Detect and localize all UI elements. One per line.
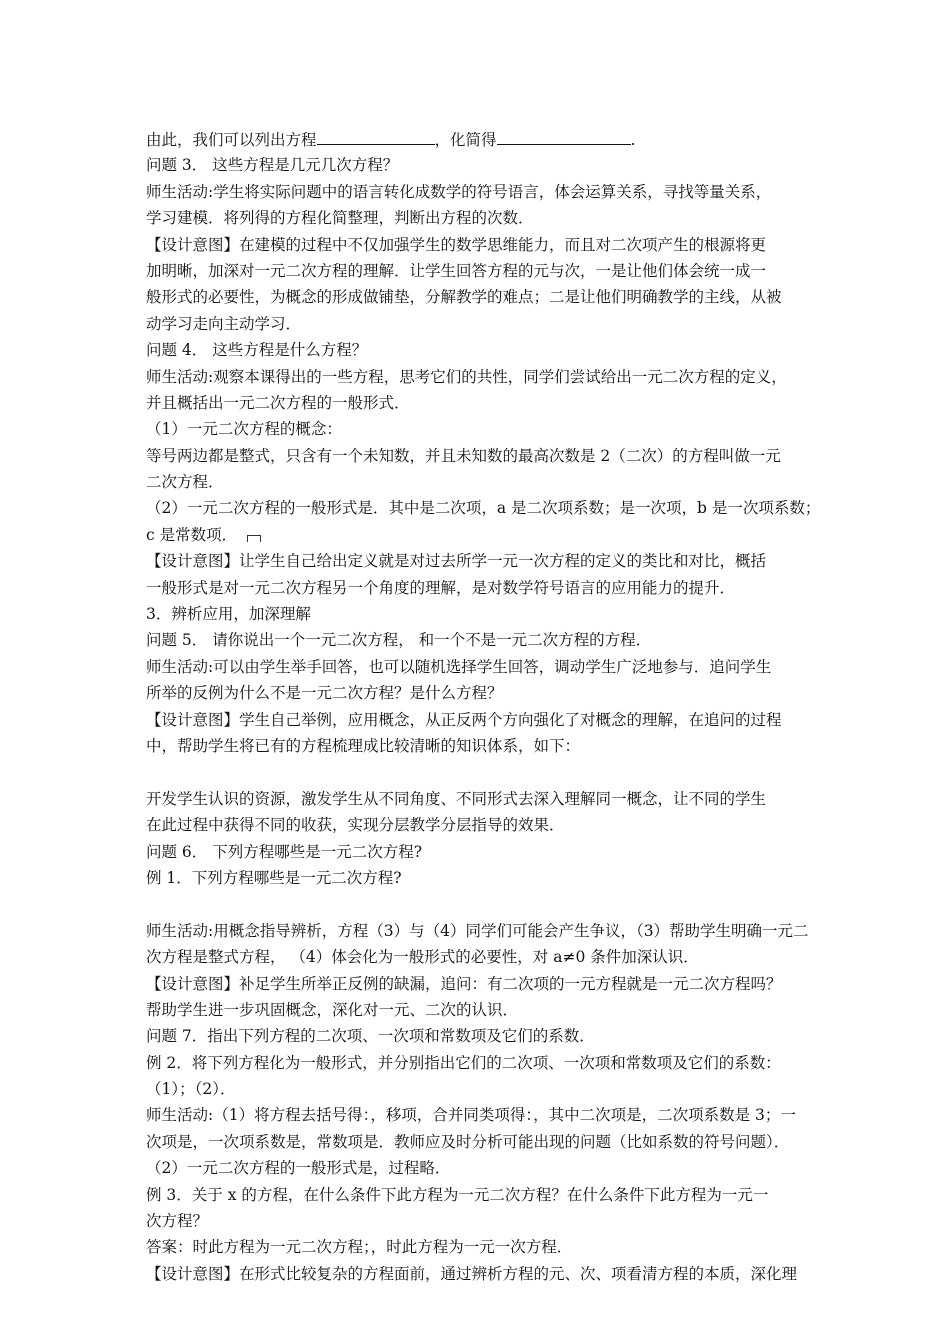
text-line: 二次方程． — [146, 473, 224, 492]
text-line: 中，帮助学生将已有的方程梳理成比较清晰的知识体系，如下： — [146, 736, 581, 755]
text-line: 【设计意图】学生自己举例，应用概念，从正反两个方向强化了对概念的理解，在追问的过程 — [146, 710, 782, 729]
text-line: 问题 4． 这些方程是什么方程？ — [146, 341, 368, 360]
text-line: 动学习走向主动学习． — [146, 314, 302, 333]
text-line: 等号两边都是整式，只含有一个未知数，并且未知数的最高次数是 2（二次）的方程叫做一元 — [146, 446, 781, 465]
text-line: （1）一元二次方程的概念： — [146, 420, 342, 439]
text-line: 在此过程中获得不同的收获，实现分层教学分层指导的效果． — [146, 816, 565, 835]
answer-blank-equation[interactable] — [317, 126, 435, 145]
text-line: 问题 6． 下列方程哪些是一元二次方程? — [146, 842, 423, 861]
line-text: ，化简得 — [434, 131, 497, 149]
text-line: 次方程是整式方程， （4）体会化为一般形式的必要性，对 a≠0 条件加深认识． — [146, 948, 699, 967]
section-heading: 3．辨析应用，加深理解 — [146, 605, 311, 624]
text-line: 答案：时此方程为一元二次方程；，时此方程为一元一次方程． — [146, 1238, 573, 1257]
text-line: 例 2．将下列方程化为一般形式，并分别指出它们的二次项、一次项和常数项及它们的系数： — [146, 1053, 781, 1072]
text-line — [146, 522, 816, 548]
text-line: 师生活动:学生将实际问题中的语言转化成数学的符号语言，体会运算关系，寻找等量关系， — [146, 182, 772, 201]
text-line: （2）一元二次方程的一般形式是，过程略． — [146, 1159, 451, 1178]
text-line: 帮助学生进一步巩固概念，深化对一元、二次的认识． — [146, 1000, 519, 1019]
text-line: 开发学生认识的资源，激发学生从不同角度、不同形式去深入理解同一概念，让不同的学生 — [146, 789, 767, 808]
text-line: （2）一元二次方程的一般形式是．其中是二次项，a 是二次项系数；是一次项，b 是一次项系数； — [146, 499, 821, 518]
text-line: 般形式的必要性，为概念的形成做铺垫，分解教学的难点；二是让他们明确教学的主线，从被 — [146, 288, 782, 307]
text-line: 所举的反例为什么不是一元二次方程？是什么方程？ — [146, 684, 503, 703]
blank-line — [146, 759, 816, 785]
line-text: c 是常数项． — [146, 525, 238, 544]
document-body — [146, 126, 821, 1287]
text-line: 加明晰，加深对一元二次方程的理解．让学生回答方程的元与次，一是让他们体会统一成一 — [146, 261, 767, 280]
answer-blank-simplified[interactable] — [497, 126, 631, 145]
text-line: 师生活动:可以由学生举手回答，也可以随机选择学生回答，调动学生广泛地参与．追问学生 — [146, 657, 772, 676]
text-line: 一般形式是对一元二次方程另一个角度的理解，是对数学符号语言的应用能力的提升． — [146, 578, 736, 597]
blank-line — [146, 891, 816, 917]
text-line: 【设计意图】补足学生所举正反例的缺漏，追问：有二次项的一元方程就是一元二次方程吗？ — [146, 974, 782, 993]
text-line: 师生活动:观察本课得出的一些方程，思考它们的共性，同学们尝试给出一元二次方程的定义， — [146, 367, 787, 386]
line-text: 由此，我们可以列出方程 — [146, 131, 317, 149]
text-line: 【设计意图】在形式比较复杂的方程面前，通过辨析方程的元、次、项看清方程的本质，深化理 — [146, 1264, 798, 1283]
text-line: 学习建模．将列得的方程化简整理，判断出方程的次数． — [146, 209, 534, 228]
text-line: 次方程？ — [146, 1212, 209, 1231]
bracket-mark-icon — [247, 535, 261, 542]
text-line: 次项是，一次项系数是，常数项是．教师应及时分析可能出现的问题（比如系数的符号问题）． — [146, 1132, 790, 1151]
line-text: . — [630, 131, 636, 149]
text-line: 并且概括出一元二次方程的一般形式． — [146, 393, 410, 412]
text-line: 【设计意图】在建模的过程中不仅加强学生的数学思维能力，而且对二次项产生的根源将更 — [146, 235, 767, 254]
text-line: 例 3．关于 x 的方程，在什么条件下此方程为一元二次方程？在什么条件下此方程为一元一 — [146, 1185, 769, 1204]
text-line: 问题 5． 请你说出一个一元二次方程， 和一个不是一元二次方程的方程． — [146, 631, 652, 650]
text-line: 问题 3． 这些方程是几元几次方程？ — [146, 156, 399, 175]
text-line: （1）；（2）． — [146, 1080, 236, 1099]
text-line: 问题 7．指出下列方程的二次项、一次项和常数项及它们的系数． — [146, 1027, 595, 1046]
equation-line — [146, 126, 816, 152]
text-line: 师生活动:（1）将方程去括号得：，移项，合并同类项得：，其中二次项是，二次项系数是 3；一 — [146, 1106, 796, 1125]
text-line: 【设计意图】让学生自己给出定义就是对过去所学一元一次方程的定义的类比和对比，概括 — [146, 552, 767, 571]
text-line: 师生活动:用概念指导辨析，方程（3）与（4）同学们可能会产生争议，（3）帮助学生明确一元二 — [146, 921, 809, 940]
text-line: 例 1．下列方程哪些是一元二次方程? — [146, 868, 402, 887]
